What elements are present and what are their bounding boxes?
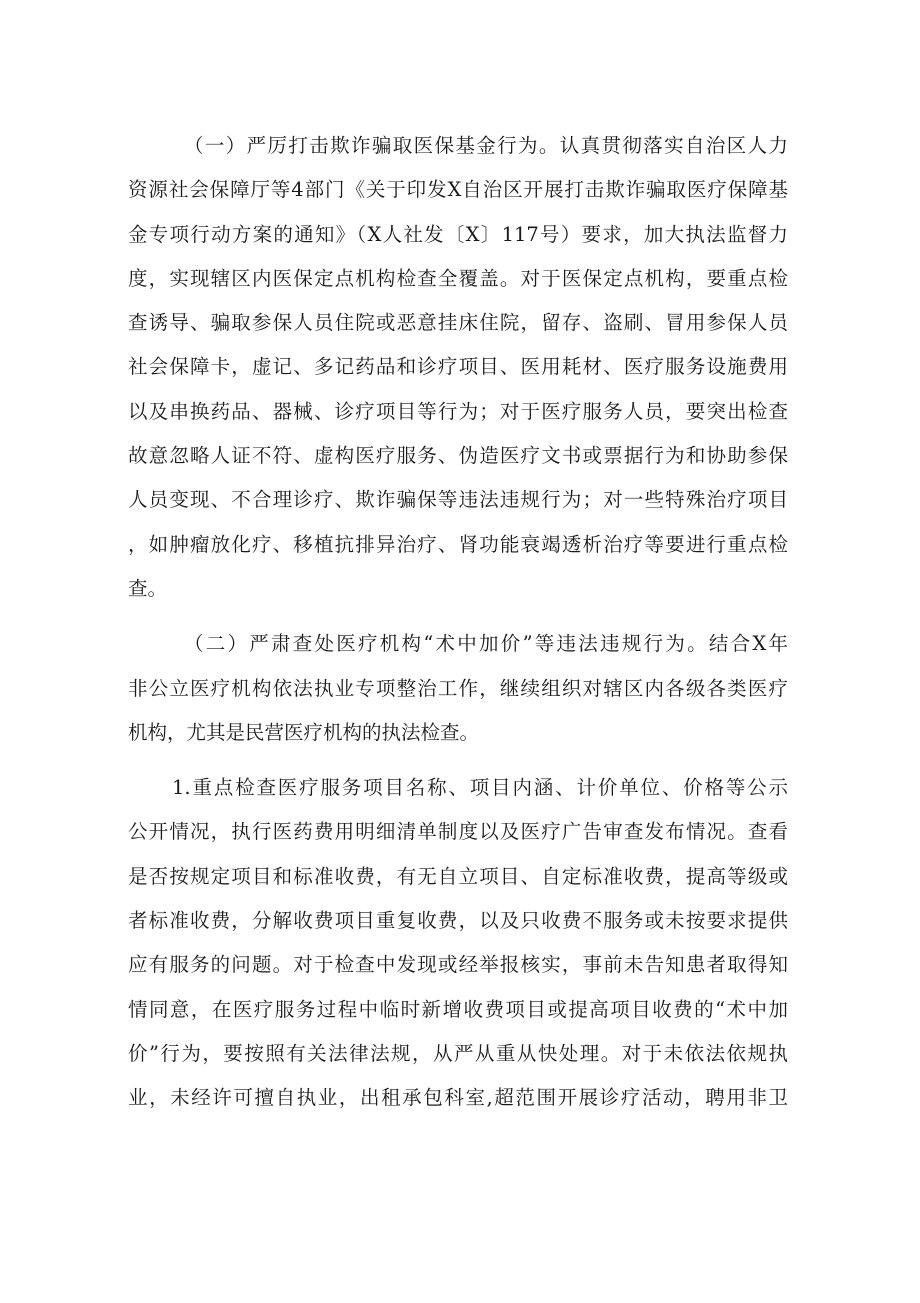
text-line: 资源社会保障厅等4部门《关于印发X自治区开展打击欺诈骗取医疗保障基 bbox=[128, 178, 788, 202]
text-line: 机构，尤其是民营医疗机构的执法检查。 bbox=[128, 720, 480, 744]
text-line: 人员变现、不合理诊疗、欺诈骗保等违法违规行为；对一些特殊治疗项目 bbox=[128, 488, 788, 512]
paragraph-1 bbox=[128, 124, 788, 611]
text-line: 者标准收费，分解收费项目重复收费，以及只收费不服务或未按要求提供 bbox=[128, 909, 788, 933]
text-line: 以及串换药品、器械、诊疗项目等行为；对于医疗服务人员，要突出检查 bbox=[128, 399, 788, 423]
text-line: 金专项行动方案的通知》（X人社发〔X〕117号）要求，加大执法监督力 bbox=[128, 222, 788, 246]
document-body bbox=[128, 124, 788, 1121]
paragraph-3 bbox=[128, 766, 788, 1120]
text-line: 是否按规定项目和标准收费，有无自立项目、自定标准收费，提高等级或 bbox=[128, 864, 788, 888]
text-line: 非公立医疗机构依法执业专项整治工作，继续组织对辖区内各级各类医疗 bbox=[128, 676, 788, 700]
text-line: 故意忽略人证不符、虚构医疗服务、伪造医疗文书或票据行为和协助参保 bbox=[128, 444, 788, 468]
text-line: （一）严厉打击欺诈骗取医保基金行为。认真贯彻落实自治区人力 bbox=[184, 134, 788, 157]
paragraph-gap bbox=[128, 611, 788, 622]
text-line: 查诱导、骗取参保人员住院或恶意挂床住院，留存、盗刷、冒用参保人员 bbox=[128, 311, 788, 335]
text-line: （二）严肃查处医疗机构“术中加价”等违法违规行为。结合X年 bbox=[184, 632, 788, 656]
text-line: 1.重点检查医疗服务项目名称、项目内涵、计价单位、价格等公示 bbox=[172, 776, 788, 800]
text-line: ，如肿瘤放化疗、移植抗排异治疗、肾功能衰竭透析治疗等要进行重点检 bbox=[128, 532, 788, 556]
text-line: 社会保障卡，虚记、多记药品和诊疗项目、医用耗材、医疗服务设施费用 bbox=[128, 355, 788, 379]
text-line: 业，未经许可擅自执业，出租承包科室,超范围开展诊疗活动，聘用非卫 bbox=[128, 1086, 788, 1110]
text-line: 查。 bbox=[128, 576, 168, 600]
text-line: 价”行为，要按照有关法律法规，从严从重从快处理。对于未依法依规执 bbox=[128, 1041, 788, 1065]
text-line: 公开情况，执行医药费用明细清单制度以及医疗广告审查发布情况。查看 bbox=[128, 820, 788, 844]
paragraph-gap bbox=[128, 755, 788, 766]
text-line: 情同意，在医疗服务过程中临时新增收费项目或提高项目收费的“术中加 bbox=[128, 997, 788, 1021]
text-line: 度，实现辖区内医保定点机构检查全覆盖。对于医保定点机构，要重点检 bbox=[128, 266, 788, 290]
text-line: 应有服务的问题。对于检查中发现或经举报核实，事前未告知患者取得知 bbox=[128, 953, 788, 977]
paragraph-2 bbox=[128, 622, 788, 755]
